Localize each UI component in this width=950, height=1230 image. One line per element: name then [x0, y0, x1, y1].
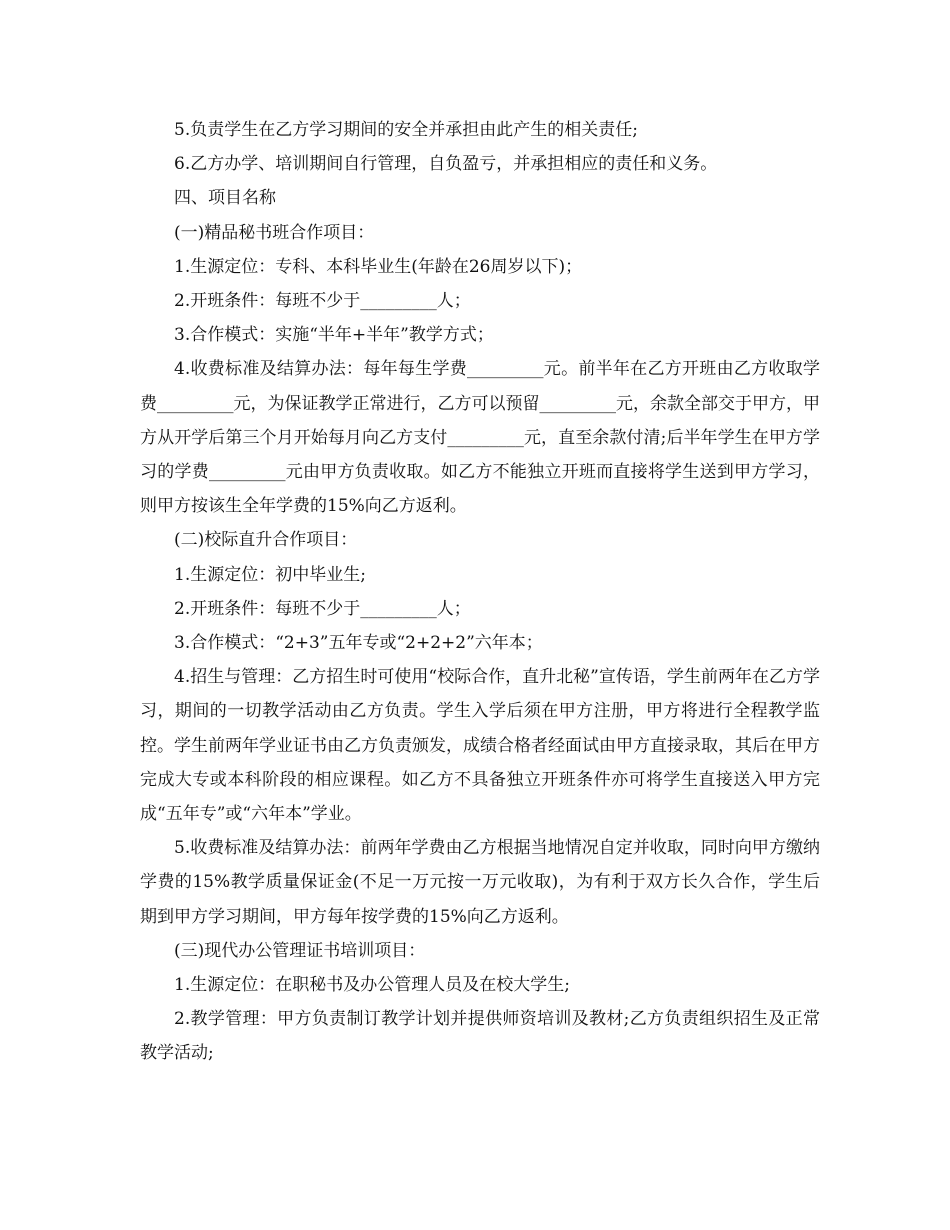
- promotion-item-1-student-source: 1.生源定位：初中毕业生;: [174, 564, 366, 585]
- promotion-item-5-fees-settlement: 5.收费标准及结算办法：前两年学费由乙方根据当地情况自定并收取，同时向甲方缴纳学费的15%教学质量保证金(不足一万元按一万元收取)，为有利于双方长久合作，学生后期到甲方学习期间，甲方每年按学费的15%向乙方返利。: [140, 838, 820, 927]
- secretary-item-3-cooperation-mode: 3.合作模式：实施“半年+半年”教学方式；: [174, 325, 494, 346]
- secretary-item-4-fees-settlement: 4.收费标准及结算办法：每年每生学费_________元。前半年在乙方开班由乙方收取学费_________元，为保证教学正常进行，乙方可以预留_________元，余款全部交于甲方，甲方从开学后第三个月开始每月向乙方支付_________元，直至余款付清;后半年学生在甲方学习的学费_________元由甲方负责收取。如乙方不能独立开班而直接将学生送到甲方学习，则甲方按该生全年学费的15%向乙方返利。: [140, 359, 820, 517]
- office-item-1-student-source: 1.生源定位：在职秘书及办公管理人员及在校大学生;: [174, 975, 570, 996]
- secretary-item-2-class-conditions: 2.开班条件：每班不少于_________人；: [174, 291, 471, 312]
- promotion-item-2-class-conditions: 2.开班条件：每班不少于_________人；: [174, 598, 471, 619]
- subsection-heading-direct-promotion: (二)校际直升合作项目：: [174, 530, 358, 551]
- clause-5-safety: 5.负责学生在乙方学习期间的安全并承担由此产生的相关责任;: [174, 120, 638, 140]
- clause-6-self-management: 6.乙方办学、培训期间自行管理，自负盈亏，并承担相应的责任和义务。: [174, 154, 718, 175]
- section-heading-project-names: 四、项目名称: [174, 188, 276, 209]
- office-item-2-teaching-management: 2.教学管理：甲方负责制订教学计划并提供师资培训及教材;乙方负责组织招生及正常教学活动;: [140, 1009, 820, 1064]
- promotion-item-4-enrollment-management: 4.招生与管理：乙方招生时可使用“校际合作，直升北秘”宣传语，学生前两年在乙方学习，期间的一切教学活动由乙方负责。学生入学后须在甲方注册，甲方将进行全程教学监控。学生前两年学业证书由乙方负责颁发，成绩合格者经面试由甲方直接录取，其后在甲方完成大专或本科阶段的相应课程。如乙方不具备独立开班条件亦可将学生直接送入甲方完成“五年专”或“六年本”学业。: [140, 667, 820, 825]
- secretary-item-1-student-source: 1.生源定位：专科、本科毕业生(年龄在26周岁以下)；: [174, 256, 583, 277]
- subsection-heading-secretary-class: (一)精品秘书班合作项目：: [174, 222, 375, 243]
- subsection-heading-office-certificate: (三)现代办公管理证书培训项目：: [174, 940, 426, 961]
- promotion-item-3-cooperation-mode: 3.合作模式：“2+3”五年专或“2+2+2”六年本；: [174, 633, 543, 654]
- document-body: [140, 113, 820, 1071]
